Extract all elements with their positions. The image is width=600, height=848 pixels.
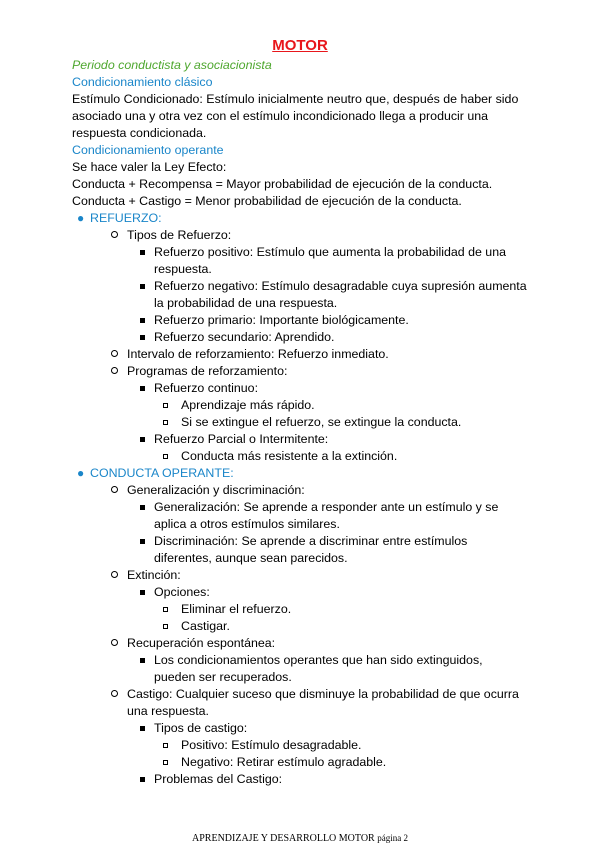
list-item [154,618,527,635]
castigo-label: Castigo: Cualquier suceso que disminuye la probabilidad de que ocurra una respuesta. [127,687,519,718]
hollow-square-icon [163,420,168,425]
square-bullet-icon [140,658,145,663]
list-item-tipos-refuerzo [72,227,527,346]
refuerzo-positivo: Refuerzo positivo: Estímulo que aumenta la probabilidad de una respuesta. [154,245,506,276]
recuperacion-label: Recuperación espontánea: [127,636,276,650]
square-bullet-icon [140,386,145,391]
hollow-circle-icon [111,635,118,652]
list-item [127,312,527,329]
generalizacion-item: Generalización: Se aprende a responder ante un estímulo y se aplica a otros estímulos similares. [154,500,499,531]
extincion-label: Extinción: [127,568,181,582]
recuperacion-item: Los condicionamientos operantes que han sido extinguidos, pueden ser recuperados. [154,653,483,684]
operante-line-1: Se hace valer la Ley Efecto: [72,160,227,174]
square-bullet-icon [140,777,145,782]
hollow-circle-icon [111,686,118,703]
parcial-label: Refuerzo Parcial o Intermitente: [154,432,329,446]
list-item-intervalo [72,346,527,363]
refuerzo-primario: Refuerzo primario: Importante biológicamente. [154,313,409,327]
opcion-item: Castigar. [181,619,230,633]
opcion-item: Eliminar el refuerzo. [181,602,292,616]
castigo-negativo: Negativo: Retirar estímulo agradable. [181,755,387,769]
list-item [127,244,527,278]
hollow-square-icon [163,454,168,459]
list-item [154,414,527,431]
tipos-castigo-label: Tipos de castigo: [154,721,248,735]
hollow-square-icon [163,403,168,408]
intervalo-text: Intervalo de reforzamiento: Refuerzo inmediato. [127,347,389,361]
problemas-label: Problemas del Castigo: [154,772,283,786]
opciones-label: Opciones: [154,585,210,599]
list-item [154,448,527,465]
refuerzo-secundario: Refuerzo secundario: Aprendido. [154,330,335,344]
hollow-square-icon [163,760,168,765]
square-bullet-icon [140,335,145,340]
square-bullet-icon [140,437,145,442]
list-item [127,329,527,346]
list-item-conducta-operante [72,465,527,788]
subtitle: Periodo conductista y asociacionista [72,58,272,72]
bullet-icon: ● [77,466,85,480]
refuerzo-negativo: Refuerzo negativo: Estímulo desagradable cuya supresión aumenta la probabilidad de una respuesta. [154,279,527,310]
list-item-extincion [72,567,527,635]
square-bullet-icon [140,250,145,255]
generalizacion-label: Generalización y discriminación: [127,483,305,497]
parcial-item: Conducta más resistente a la extinción. [181,449,398,463]
list-item [127,533,527,567]
list-item-tipos-castigo [127,720,527,771]
hollow-square-icon [163,607,168,612]
castigo-positivo: Positivo: Estímulo desagradable. [181,738,362,752]
list-item [154,737,527,754]
refuerzo-label: REFUERZO: [90,211,162,225]
square-bullet-icon [140,590,145,595]
list-item-parcial [127,431,527,465]
continuo-item: Si se extingue el refuerzo, se extingue la conducta. [181,415,462,429]
list-item-opciones [127,584,527,635]
section-heading-operante: Condicionamiento operante [72,143,224,157]
square-bullet-icon [140,539,145,544]
operante-line-2: Conducta + Recompensa = Mayor probabilidad de ejecución de la conducta. [72,177,493,191]
square-bullet-icon [140,726,145,731]
list-item-refuerzo [72,210,527,465]
hollow-circle-icon [111,567,118,584]
discriminacion-item: Discriminación: Se aprende a discriminar entre estímulos diferentes, aunque sean parecidos. [154,534,468,565]
page-title: MOTOR [272,37,328,54]
list-item-recuperacion [72,635,527,686]
footer-title: APRENDIZAJE Y DESARROLLO MOTOR [192,833,375,844]
hollow-square-icon [163,624,168,629]
hollow-circle-icon [111,482,118,499]
outline-list [72,210,527,788]
square-bullet-icon [140,505,145,510]
list-item [154,754,527,771]
list-item [154,397,527,414]
section-heading-clasico: Condicionamiento clásico [72,75,213,89]
bullet-icon: ● [77,211,85,225]
list-item-programas [72,363,527,465]
hollow-circle-icon [111,346,118,363]
list-item [154,601,527,618]
continuo-item: Aprendizaje más rápido. [181,398,315,412]
hollow-circle-icon [111,363,118,380]
operante-line-3: Conducta + Castigo = Menor probabilidad de ejecución de la conducta. [72,194,462,208]
continuo-label: Refuerzo continuo: [154,381,259,395]
clasico-text: Estímulo Condicionado: Estímulo inicialmente neutro que, después de haber sido asociado una y otra vez con el estímulo incondicionado llega a producir una respuesta condicionada. [72,92,519,140]
conducta-label: CONDUCTA OPERANTE: [90,466,234,480]
list-item [127,278,527,312]
hollow-circle-icon [111,227,118,244]
list-item [127,499,527,533]
page-footer [0,833,600,844]
list-item-problemas [127,771,527,788]
list-item-castigo [72,686,527,788]
tipos-refuerzo-label: Tipos de Refuerzo: [127,228,232,242]
hollow-square-icon [163,743,168,748]
list-item-continuo [127,380,527,431]
programas-label: Programas de reforzamiento: [127,364,288,378]
list-item-generalizacion [72,482,527,567]
square-bullet-icon [140,284,145,289]
footer-page-number: página 2 [377,833,408,843]
list-item [127,652,527,686]
document-body [72,57,527,788]
square-bullet-icon [140,318,145,323]
